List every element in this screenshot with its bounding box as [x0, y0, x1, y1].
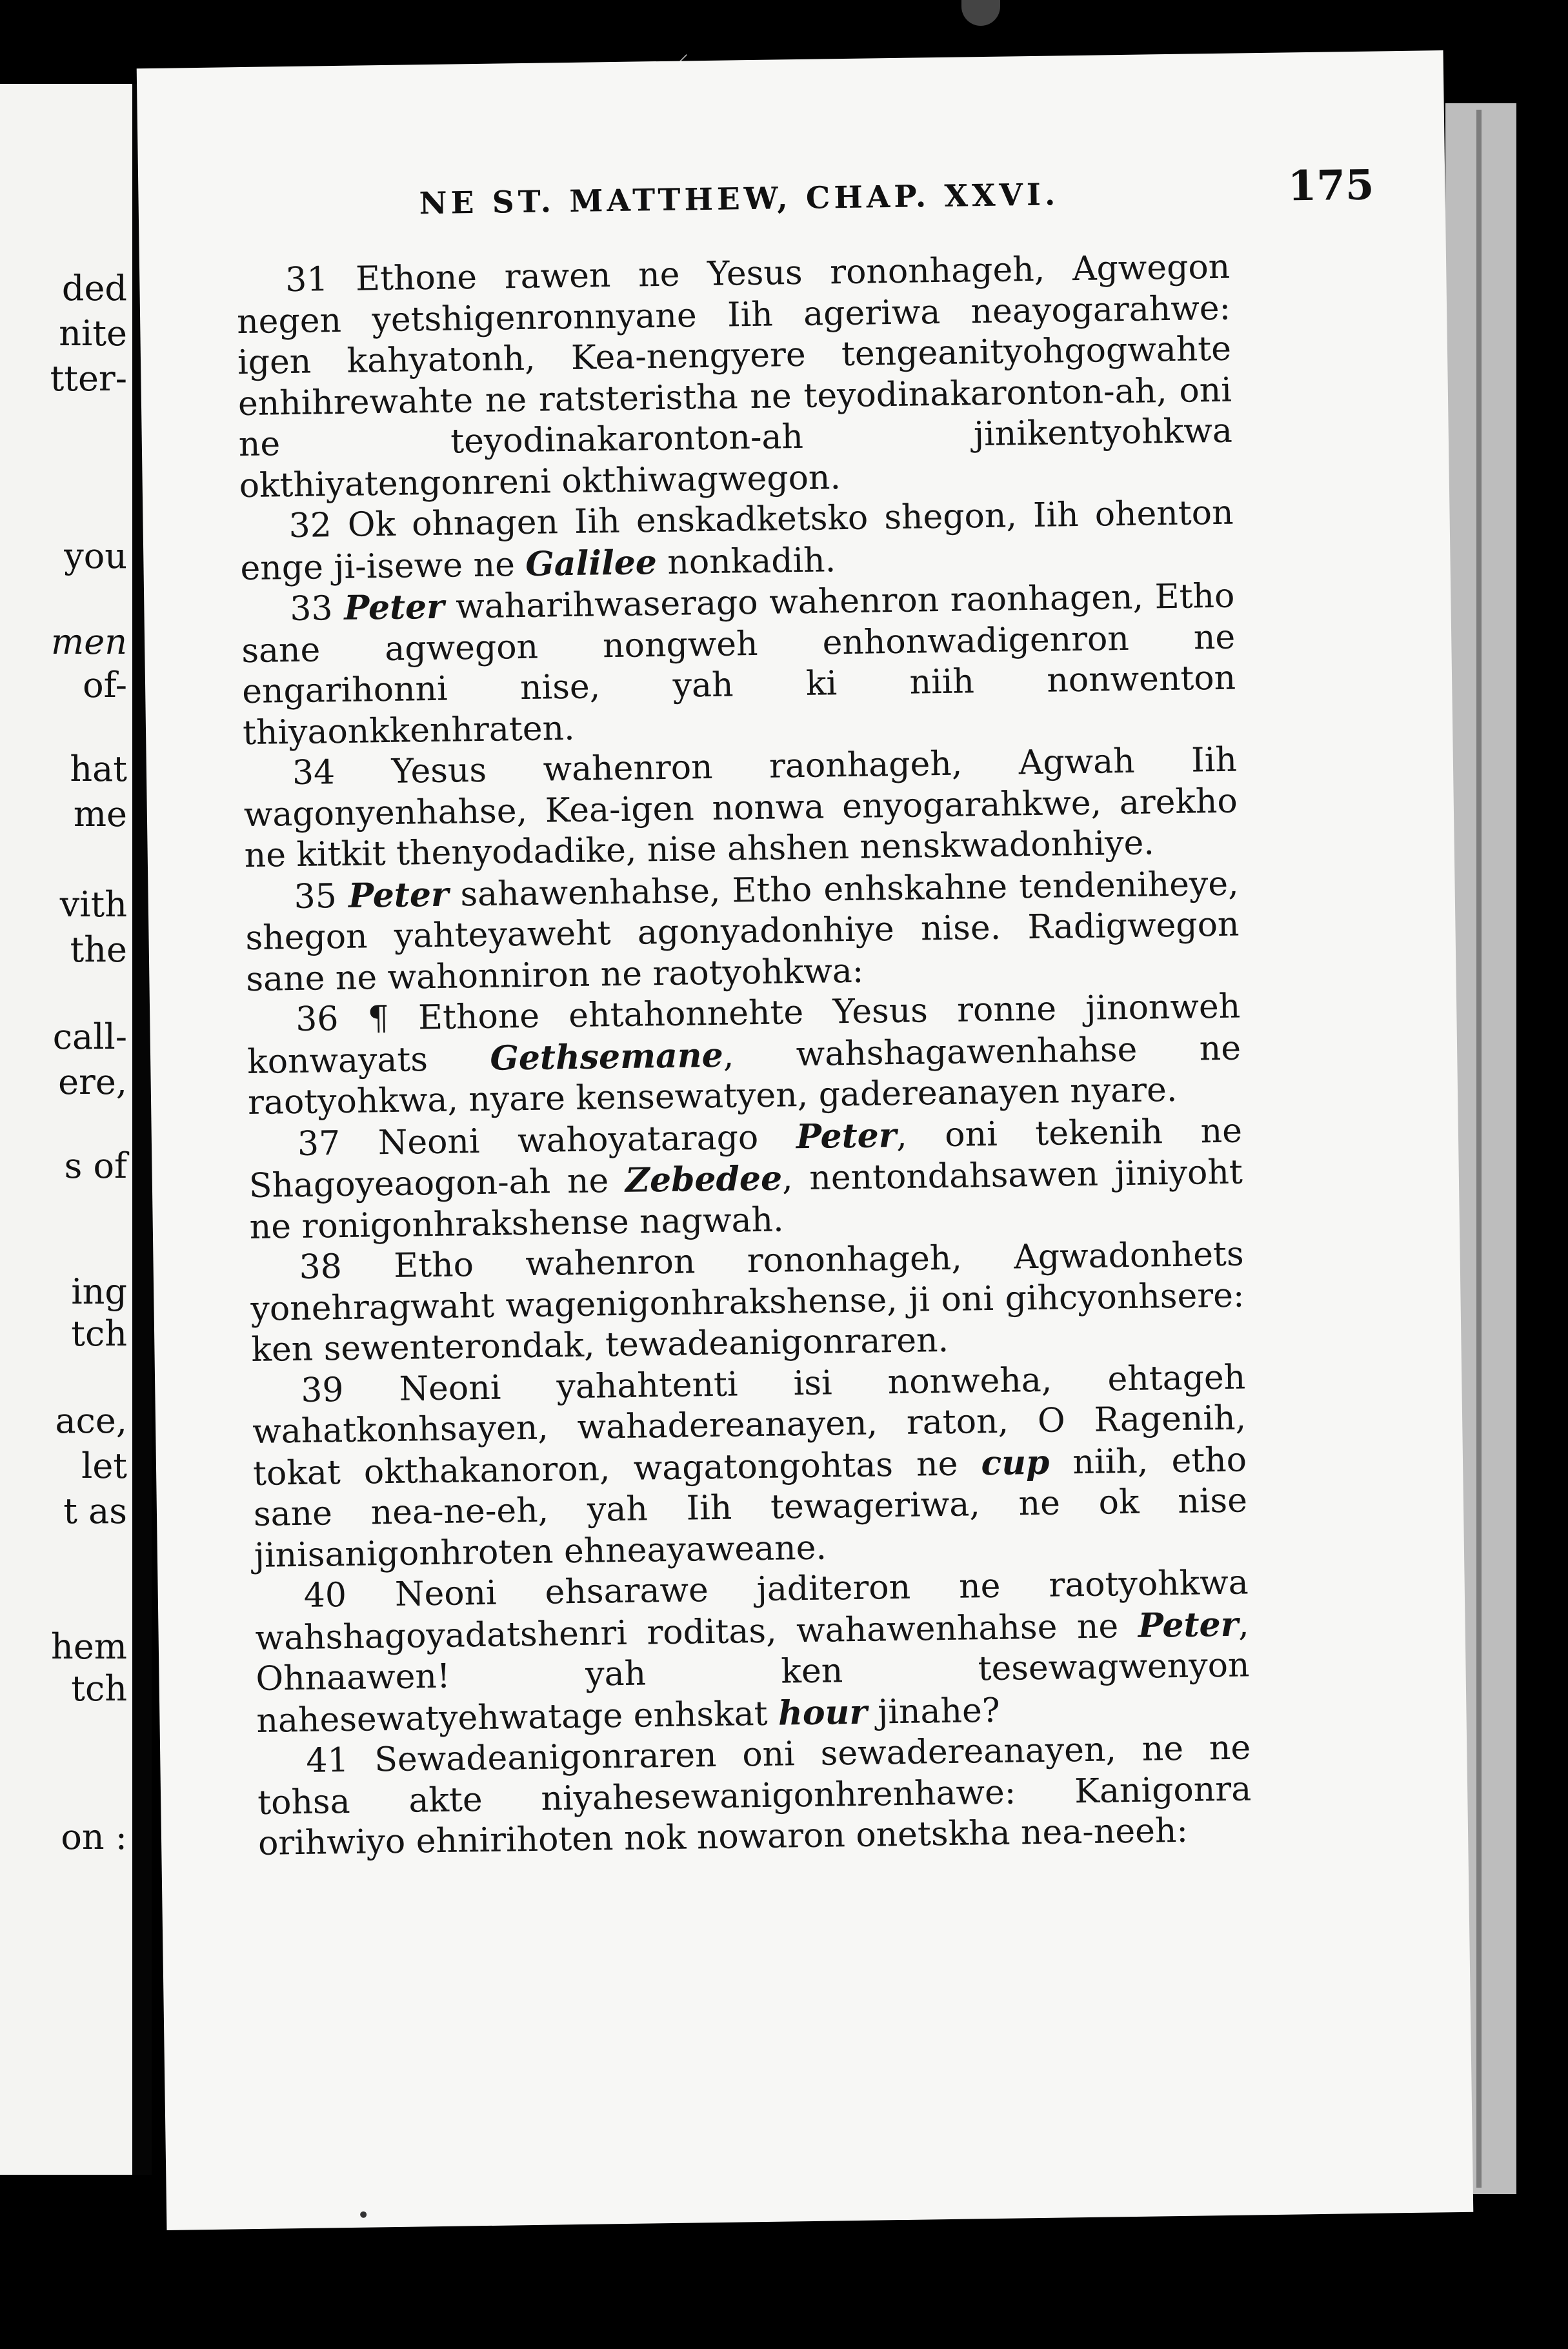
left-line: nite	[59, 313, 127, 354]
verse-41: 41 Sewadeanigonraren oni sewadereanayen, ne ne tohsa akte niyahesewanigonhrenhawe: Kanigonra orihwiyo ehnirihoten nok nowaron onetskha nea-neeh:	[257, 1728, 1252, 1863]
word-italic: hour	[778, 1692, 868, 1733]
verse-38: 38 Etho wahenron rononhageh, Agwadonhets yonehragwaht wagenigonhrakshense, ji oni gihcyonhsere: ken sewenterondak, tewadeanigonraren.	[250, 1235, 1245, 1370]
name-italic: Peter	[348, 874, 449, 916]
name-italic: Galilee	[525, 542, 658, 584]
verse-39: 39 Neoni yahahtenti isi nonweha, ehtageh wahatkonhsayen, wahadereanayen, raton, O Ragenih, tokat okthakanoron, wagatongohtas ne cup niih, etho sane nea-ne-eh, yah Iih tewageriwa, ne ok nise jinisanigonhroten ehneayaweane.	[252, 1358, 1248, 1575]
left-line: hat	[70, 749, 127, 789]
page-number: 175	[1287, 161, 1374, 211]
left-line: men	[51, 621, 127, 662]
left-line: ere,	[58, 1062, 127, 1102]
left-line: ace,	[55, 1400, 127, 1441]
left-line: you	[64, 536, 127, 576]
left-line: tch	[71, 1668, 127, 1709]
main-page	[137, 50, 1474, 2230]
ink-speck	[360, 2212, 367, 2218]
left-line: t as	[63, 1491, 127, 1531]
name-italic: Peter	[1138, 1604, 1239, 1646]
left-line: me	[73, 794, 127, 834]
left-line: the	[70, 929, 127, 970]
verse-34: 34 Yesus wahenron raonhageh, Agwah Iih wagonyenhahse, Kea-igen nonwa enyogarahkwe, arekho ne kitkit thenyodadike, nise ahshen nenskwadonhiye.	[243, 740, 1238, 876]
verse-40: 40 Neoni ehsarawe jaditeron ne raotyohkwa wahshagoyadatshenri roditas, wahawenhahse ne Peter, Ohnaawen! yah ken tesewagwenyon nahesewatyehwatage enhskat hour jinahe?	[255, 1563, 1250, 1740]
left-line: tch	[71, 1313, 127, 1354]
left-line: on :	[61, 1817, 127, 1857]
top-shadow-mark	[961, 0, 1000, 26]
left-line: s of	[64, 1145, 127, 1186]
word-italic: cup	[981, 1442, 1050, 1483]
name-italic: Gethsemane	[490, 1035, 724, 1078]
page-stack-line	[1476, 110, 1482, 2188]
verse-32: 32 Ok ohnagen Iih enskadketsko shegon, Iih ohenton enge ji-isewe ne Galilee nonkadih.	[240, 493, 1234, 588]
left-facing-page	[0, 84, 132, 2175]
verse-36: 36 ¶ Ethone ehtahonnehte Yesus ronne jinonweh konwayats Gethsemane, wahshagawenhahse ne raotyohkwa, nyare kensewatyen, gadereanayen nyare.	[246, 987, 1241, 1123]
name-italic: Zebedee	[625, 1158, 783, 1200]
running-title: NE ST. MATTHEW, CHAP. XXVI.	[419, 177, 1060, 222]
name-italic: Peter	[796, 1115, 897, 1156]
page-header	[419, 160, 1465, 227]
left-line: vith	[59, 884, 127, 925]
verse-text-block	[236, 247, 1252, 1865]
verse-37: 37 Neoni wahoyatarago Peter, oni tekenih ne Shagoyeaogon-ah ne Zebedee, nentondahsawen jiniyoht ne ronigonhrakshense nagwah.	[248, 1111, 1243, 1247]
verse-33: 33 Peter waharihwaserago wahenron raonhagen, Etho sane agwegon nongweh enhonwadigenron ne engarihonni nise, yah ki niih nonwenton thiyaonkkenhraten.	[241, 576, 1236, 752]
left-line: ing	[71, 1271, 127, 1312]
left-line: call-	[52, 1016, 127, 1057]
left-line: ded	[61, 268, 127, 308]
name-italic: Peter	[343, 587, 445, 628]
verse-31: 31 Ethone rawen ne Yesus rononhageh, Agwegon negen yetshigenronnyane Iih ageriwa neayogarahwe: igen kahyatonh, Kea-nengyere tengeanityohgogwahte enhihrewahte ne ratsteristha ne teyodinakaronton-ah, oni ne teyodinakaronton-ah jinikentyohkwa okthiyatengonreni okthiwagwegon.	[236, 247, 1233, 505]
top-pencil-mark: ⸝	[678, 41, 689, 66]
left-line: tter-	[50, 358, 127, 399]
left-line: hem	[51, 1626, 127, 1667]
verse-35: 35 Peter sahawenhahse, Etho enhskahne tendeniheye, shegon yahteyaweht agonyadonhiye nise. Radigwegon sane ne wahonniron ne raotyohkwa:	[245, 864, 1240, 999]
left-line: let	[81, 1446, 127, 1486]
left-line: of-	[83, 665, 127, 705]
